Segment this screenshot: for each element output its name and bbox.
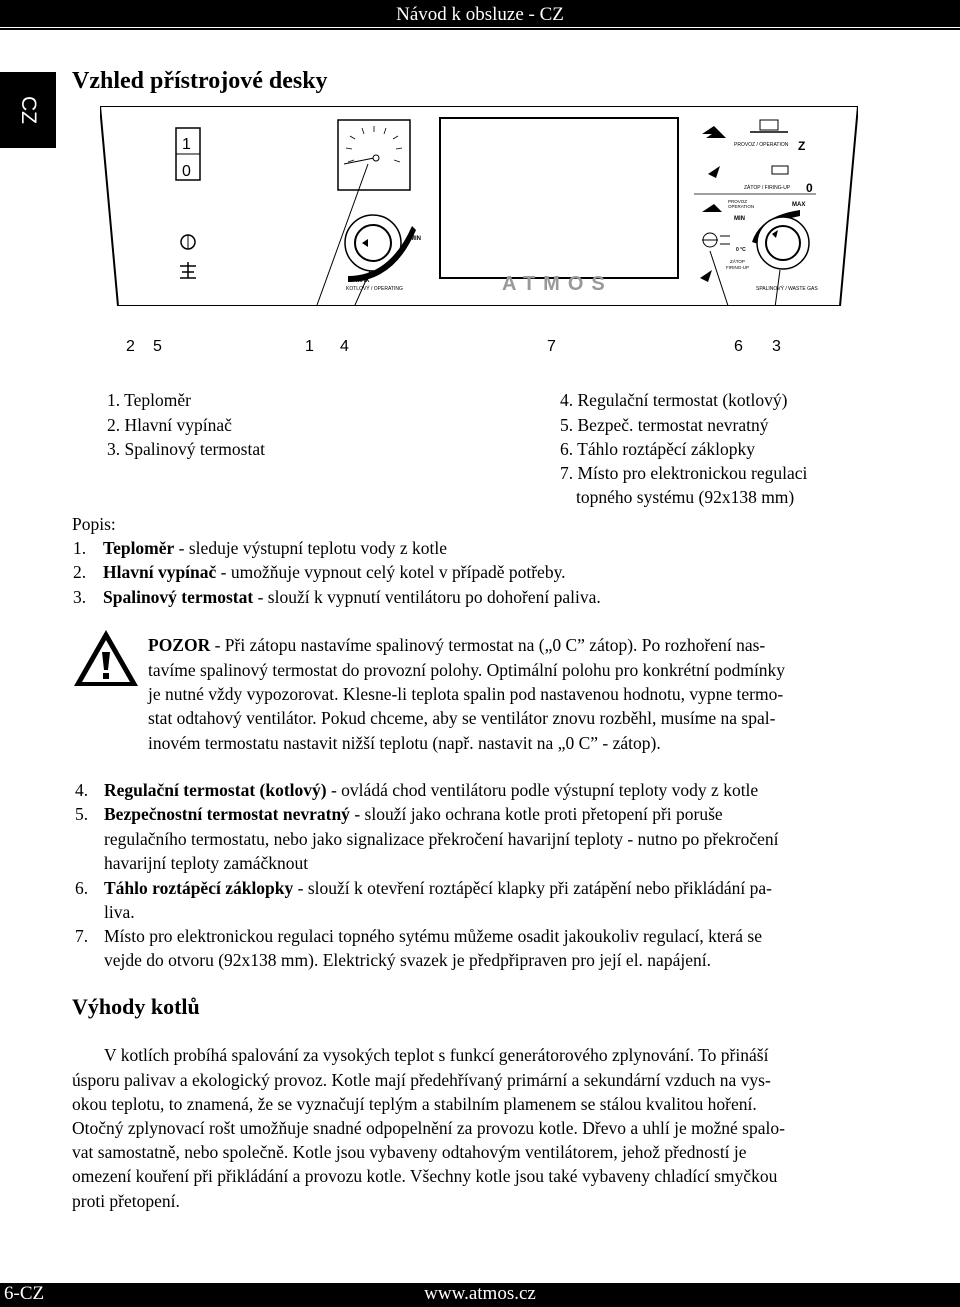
legend-item-7: 7. Místo pro elektronickou regulaci	[560, 463, 808, 483]
callout-6: 6	[734, 338, 743, 355]
legend-item-5: 5. Bezpeč. termostat nevratný	[560, 415, 769, 435]
popis-num-3: 3.	[73, 587, 87, 607]
popis-item-2-desc: - umožňuje vypnout celý kotel v případě potřeby.	[216, 562, 566, 582]
zero-c-label: 0 °C	[736, 247, 746, 253]
popis-item-1-desc: - sleduje výstupní teplotu vody z kotle	[174, 538, 447, 558]
provoz-label: PROVOZ / OPERATION	[734, 142, 789, 148]
provoz2-label-a: PROVOZ	[728, 199, 748, 204]
zatop-label: ZÁTOP / FIRING-UP	[744, 185, 791, 191]
spalinovy-label: SPALINOVÝ / WASTE GAS	[756, 286, 818, 292]
warning-line-4: stat odtahový ventilátor. Pokud chceme, aby se ventilátor znovu rozběhl, musíme na spal-	[148, 708, 776, 728]
warning-text-1: - Při zátopu nastavíme spalinový termostat na („0 C” zátop). Po rozhoření nas-	[210, 635, 766, 655]
warning-line-1	[148, 633, 765, 657]
popis-title: Popis:	[72, 514, 116, 534]
legend-item-1: 1. Teploměr	[107, 390, 191, 410]
zero-label: 0	[806, 181, 813, 195]
control-panel-illustration	[100, 106, 858, 306]
footer-url[interactable]: www.atmos.cz	[424, 1283, 536, 1304]
item-7-line-1: Místo pro elektronickou regulaci topného sytému můžeme osadit jakoukoliv regulací, která se	[104, 926, 763, 946]
paragraph-line-6: omezení kouření při přikládání a provozu kotle. Všechny kotle jsou také vybaveny chladící smyčkou	[72, 1166, 778, 1186]
item-5-line-3: havarijní teploty zamáčknout	[104, 853, 309, 873]
popis-item-3-term: Spalinový termostat	[103, 587, 254, 607]
zatop2-label-b: FIRING-UP	[726, 265, 749, 270]
min2-label: MIN	[734, 216, 745, 222]
item-num-7: 7.	[75, 926, 89, 946]
item-6-desc-1: - slouží k otevření roztápěcí klapky při zatápění nebo přikládání pa-	[293, 878, 772, 898]
popis-item-3-desc: - slouží k vypnutí ventilátoru po dohoření paliva.	[253, 587, 601, 607]
header-rule	[0, 27, 960, 28]
max2-label: MAX	[792, 202, 806, 208]
zatop2-label-a: ZÁTOP	[730, 259, 745, 264]
header-bar	[0, 0, 960, 30]
item-6-term: Táhlo roztápěcí záklopky	[104, 878, 294, 898]
item-5-desc-1: - slouží jako ochrana kotle proti přetopení při poruše	[349, 804, 723, 824]
popis-item-1	[103, 536, 447, 560]
popis-item-2-term: Hlavní vypínač	[103, 562, 217, 582]
item-6-line-2: liva.	[104, 902, 135, 922]
legend-item-4: 4. Regulační termostat (kotlový)	[560, 390, 788, 410]
item-6-line-1	[104, 876, 772, 900]
item-num-4: 4.	[75, 780, 89, 800]
warning-label: POZOR	[148, 635, 211, 655]
provoz2-label-b: OPERATION	[728, 204, 755, 209]
language-tab	[0, 72, 56, 148]
page-number: 6-CZ	[4, 1283, 45, 1304]
brand-logo: ATMOS	[502, 273, 613, 295]
warning-line-5: inovém termostatu nastavit nižší teplotu (např. nastavit na „0 C” - zátop).	[148, 733, 661, 753]
item-5-line-2: regulačního termostatu, nebo jako signalizace překročení havarijní teploty - nutno po překročení	[104, 829, 779, 849]
kotlovy-label: KOTLOVÝ / OPERATING	[346, 286, 403, 292]
legend-item-3: 3. Spalinový termostat	[107, 439, 265, 459]
warning-line-3: je nutné vždy vypozorovat. Klesne-li teplota spalin pod nastavenou hodnotu, vypne termo-	[148, 684, 784, 704]
item-5-line-1	[104, 802, 723, 826]
item-4-desc: - ovládá chod ventilátoru podle výstupní teploty vody z kotle	[326, 780, 759, 800]
popis-item-3	[103, 585, 601, 609]
item-5-term: Bezpečnostní termostat nevratný	[104, 804, 350, 824]
item-num-5: 5.	[75, 804, 89, 824]
regulation-opening	[440, 118, 678, 278]
callout-2: 2	[126, 338, 135, 355]
paragraph-line-7: proti přetopení.	[72, 1191, 180, 1211]
item-4-term: Regulační termostat (kotlový)	[104, 780, 327, 800]
legend-item-7-cont: topného systému (92x138 mm)	[576, 487, 795, 507]
language-tab-label: CZ	[17, 96, 40, 124]
z-label: Z	[798, 139, 806, 153]
max-label: MAX	[356, 278, 370, 284]
callout-5: 5	[153, 338, 162, 355]
popis-num-1: 1.	[73, 538, 87, 558]
item-4-line-1	[104, 778, 758, 802]
warning-line-2: tavíme spalinový termostat do provozní polohy. Optimální polohu pro konkrétní podmínky	[148, 660, 786, 680]
item-num-6: 6.	[75, 878, 89, 898]
paragraph-line-4: Otočný zplynovací rošt umožňuje snadné odpopelnění za provozu kotle. Dřevo a uhlí je možné spalo-	[72, 1118, 785, 1138]
paragraph-line-3: okou teplotu, to znamená, že se vyznačují teplým a stabilním plamenem se stálou kvalitou hoření.	[72, 1094, 757, 1114]
popis-num-2: 2.	[73, 562, 87, 582]
footer-bar	[0, 1283, 960, 1307]
popis-item-2	[103, 560, 566, 584]
item-7-line-2: vejde do otvoru (92x138 mm). Elektrický svazek je předpřipraven pro její el. napájení.	[104, 950, 711, 970]
paragraph-line-5: vat samostatně, nebo společně. Kotle jsou vybaveny odtahovým ventilátorem, jehož předností je	[72, 1142, 747, 1162]
switch-off-label: 0	[182, 163, 191, 180]
callout-4: 4	[340, 338, 349, 355]
callout-3: 3	[772, 338, 781, 355]
callout-1: 1	[305, 338, 314, 355]
paragraph-line-1: V kotlích probíhá spalování za vysokých teplot s funkcí generátorového zplynování. To přináší	[104, 1045, 769, 1065]
section2-title: Výhody kotlů	[72, 994, 200, 1019]
callout-7: 7	[547, 338, 556, 355]
legend-item-2: 2. Hlavní vypínač	[107, 415, 232, 435]
paragraph-line-2: úsporu palivav a ekologický provoz. Kotle mají předehřívaný primární a sekundární vzduch na vys-	[72, 1070, 771, 1090]
legend-item-6: 6. Táhlo roztápěcí záklopky	[560, 439, 756, 459]
header-title: Návod k obsluze - CZ	[396, 4, 564, 25]
switch-on-label: 1	[182, 136, 191, 153]
popis-item-1-term: Teploměr	[103, 538, 175, 558]
section-title: Vzhled přístrojové desky	[72, 68, 328, 94]
warning-icon	[72, 628, 140, 688]
min-label: MIN	[410, 236, 421, 242]
